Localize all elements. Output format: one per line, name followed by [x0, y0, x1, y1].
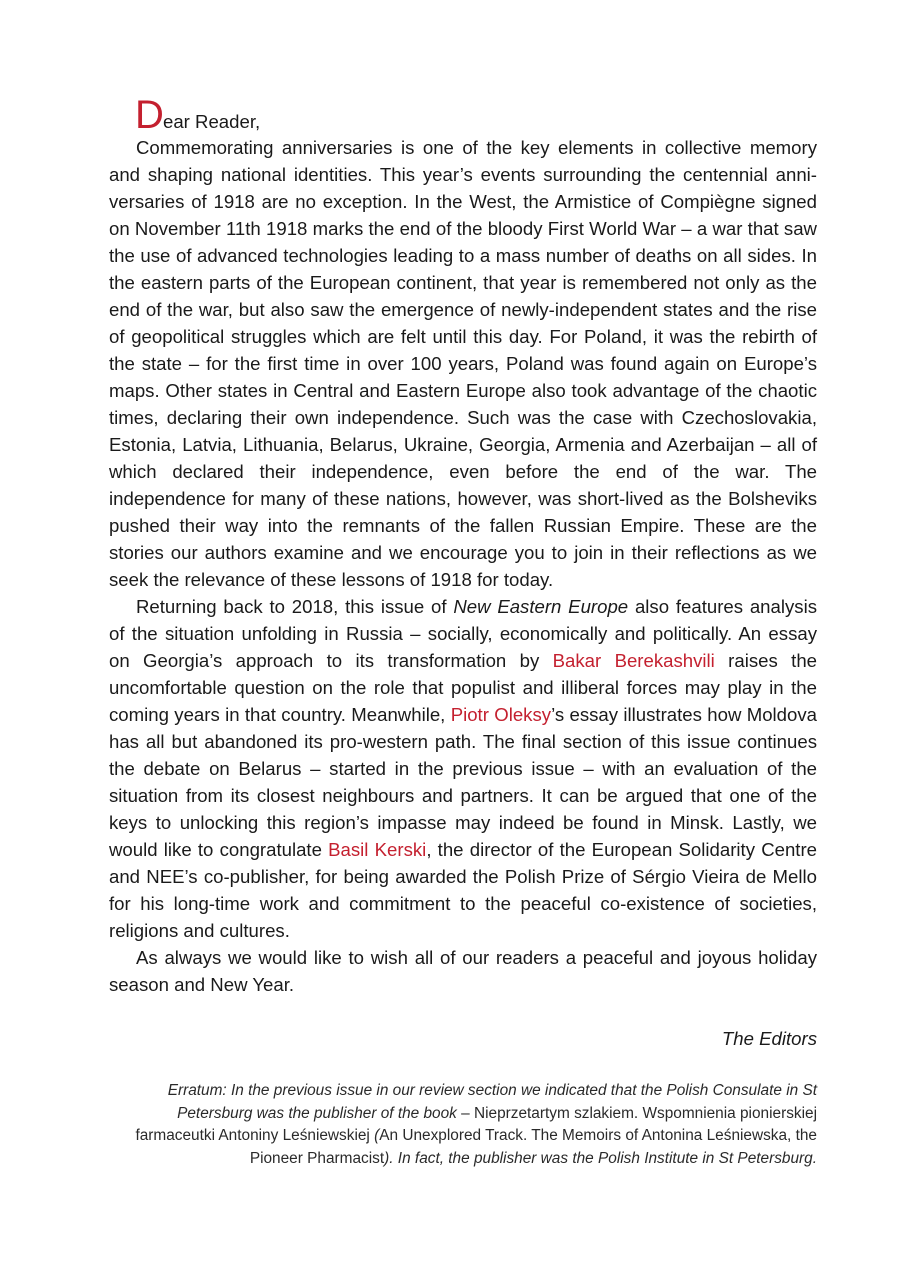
paragraph-2-text: , the director of the European Solidarity Centre and NEE’s co-publisher, for being awarded the Polish Prize of Sérgio Vieira de Mello for his long-time work and commitment to the peaceful co-existence of societies, religions and cultures.: [109, 839, 818, 941]
salutation: [109, 93, 817, 137]
paragraph-2-text: Returning back to 2018, this issue of: [136, 596, 454, 617]
editorial-page: [109, 93, 818, 1170]
erratum-book-translation: An Unexplored Track. The Memoirs of Antonina Leśniewska, the Pioneer Pharmacist: [249, 1127, 817, 1167]
author-name-berekashvili: Bakar Berekashvili: [552, 650, 715, 671]
salutation-text: ear Reader,: [163, 111, 261, 132]
erratum-book-title: – Nieprzetartym szlakiem. Wspomnienia pionierskiej farmaceutki Antoniny Leśniewskiej: [135, 1104, 817, 1144]
paragraph-2-text: also features analysis of the situation unfolding in Russia – socially, economically and politically. An essay on Georgia’s approach to its transformation by: [109, 596, 817, 671]
author-name-oleksy: Piotr Oleksy: [450, 704, 552, 725]
erratum-text: Erratum: In the previous issue in our review section we indicated that the Polish Consulate in St Petersburg was the publisher of the book: [167, 1082, 817, 1122]
erratum-note: [109, 1080, 817, 1170]
paragraph-2: [109, 593, 817, 944]
letter-body: [109, 134, 817, 998]
paragraph-2-text: ’s essay illustrates how Moldova has all but abandoned its pro-western path. The final section of this issue continues the debate on Belarus – started in the previous issue – with an evaluation of the situation from its closest neighbours and partners. It can be argued that one of the keys to unlocking this region’s impasse may indeed be found in Minsk. Lastly, we would like to congratulate: [109, 704, 817, 860]
magazine-title: New Eastern Europe: [453, 596, 629, 617]
signature: The Editors: [721, 1028, 817, 1049]
erratum-correction: ). In fact, the publisher was the Polish Institute in St Petersburg.: [384, 1149, 817, 1167]
paragraph-1: Commemorating anniversaries is one of the key elements in collective memory and shaping national identities. This year’s events surrounding the centennial anniversaries of 1918 are no exception. In the West, the Armistice of Compiègne signed on November 11th 1918 marks the end of the bloody First World War – a war that saw the use of advanced technologies leading to a mass number of deaths on all sides. In the eastern parts of the European continent, that year is remembered not only as the end of the war, but also saw the emergence of newly-independent states and the rise of geopolitical struggles which are felt until this day. For Poland, it was the rebirth of the state – for the first time in over 100 years, Poland was found again on Europe’s maps. Other states in Central and Eastern Europe also took advantage of the chaotic times, declaring their own independence. Such was the case with Czechoslovakia, Estonia, Latvia, Lithuania, Belarus, Ukraine, Georgia, Armenia and Azerbaijan – all of which declared their independence, even before the end of the war. The independence for many of these nations, however, was short-lived as the Bolsheviks pushed their way into the remnants of the fallen Russian Empire. These are the stories our authors examine and we encourage you to join in their reflections as we seek the relevance of these lessons of 1918 for today.: [109, 137, 817, 590]
paragraph-2-text: raises the uncomfortable question on the role that populist and illiberal forces may play in the coming years in that country. Meanwhile,: [109, 650, 817, 725]
drop-cap: D: [135, 93, 164, 137]
paragraph-3: As always we would like to wish all of our readers a peaceful and joyous holiday season and New Year.: [109, 947, 817, 995]
author-name-kerski: Basil Kerski: [328, 839, 427, 860]
erratum-text: (: [374, 1127, 380, 1144]
